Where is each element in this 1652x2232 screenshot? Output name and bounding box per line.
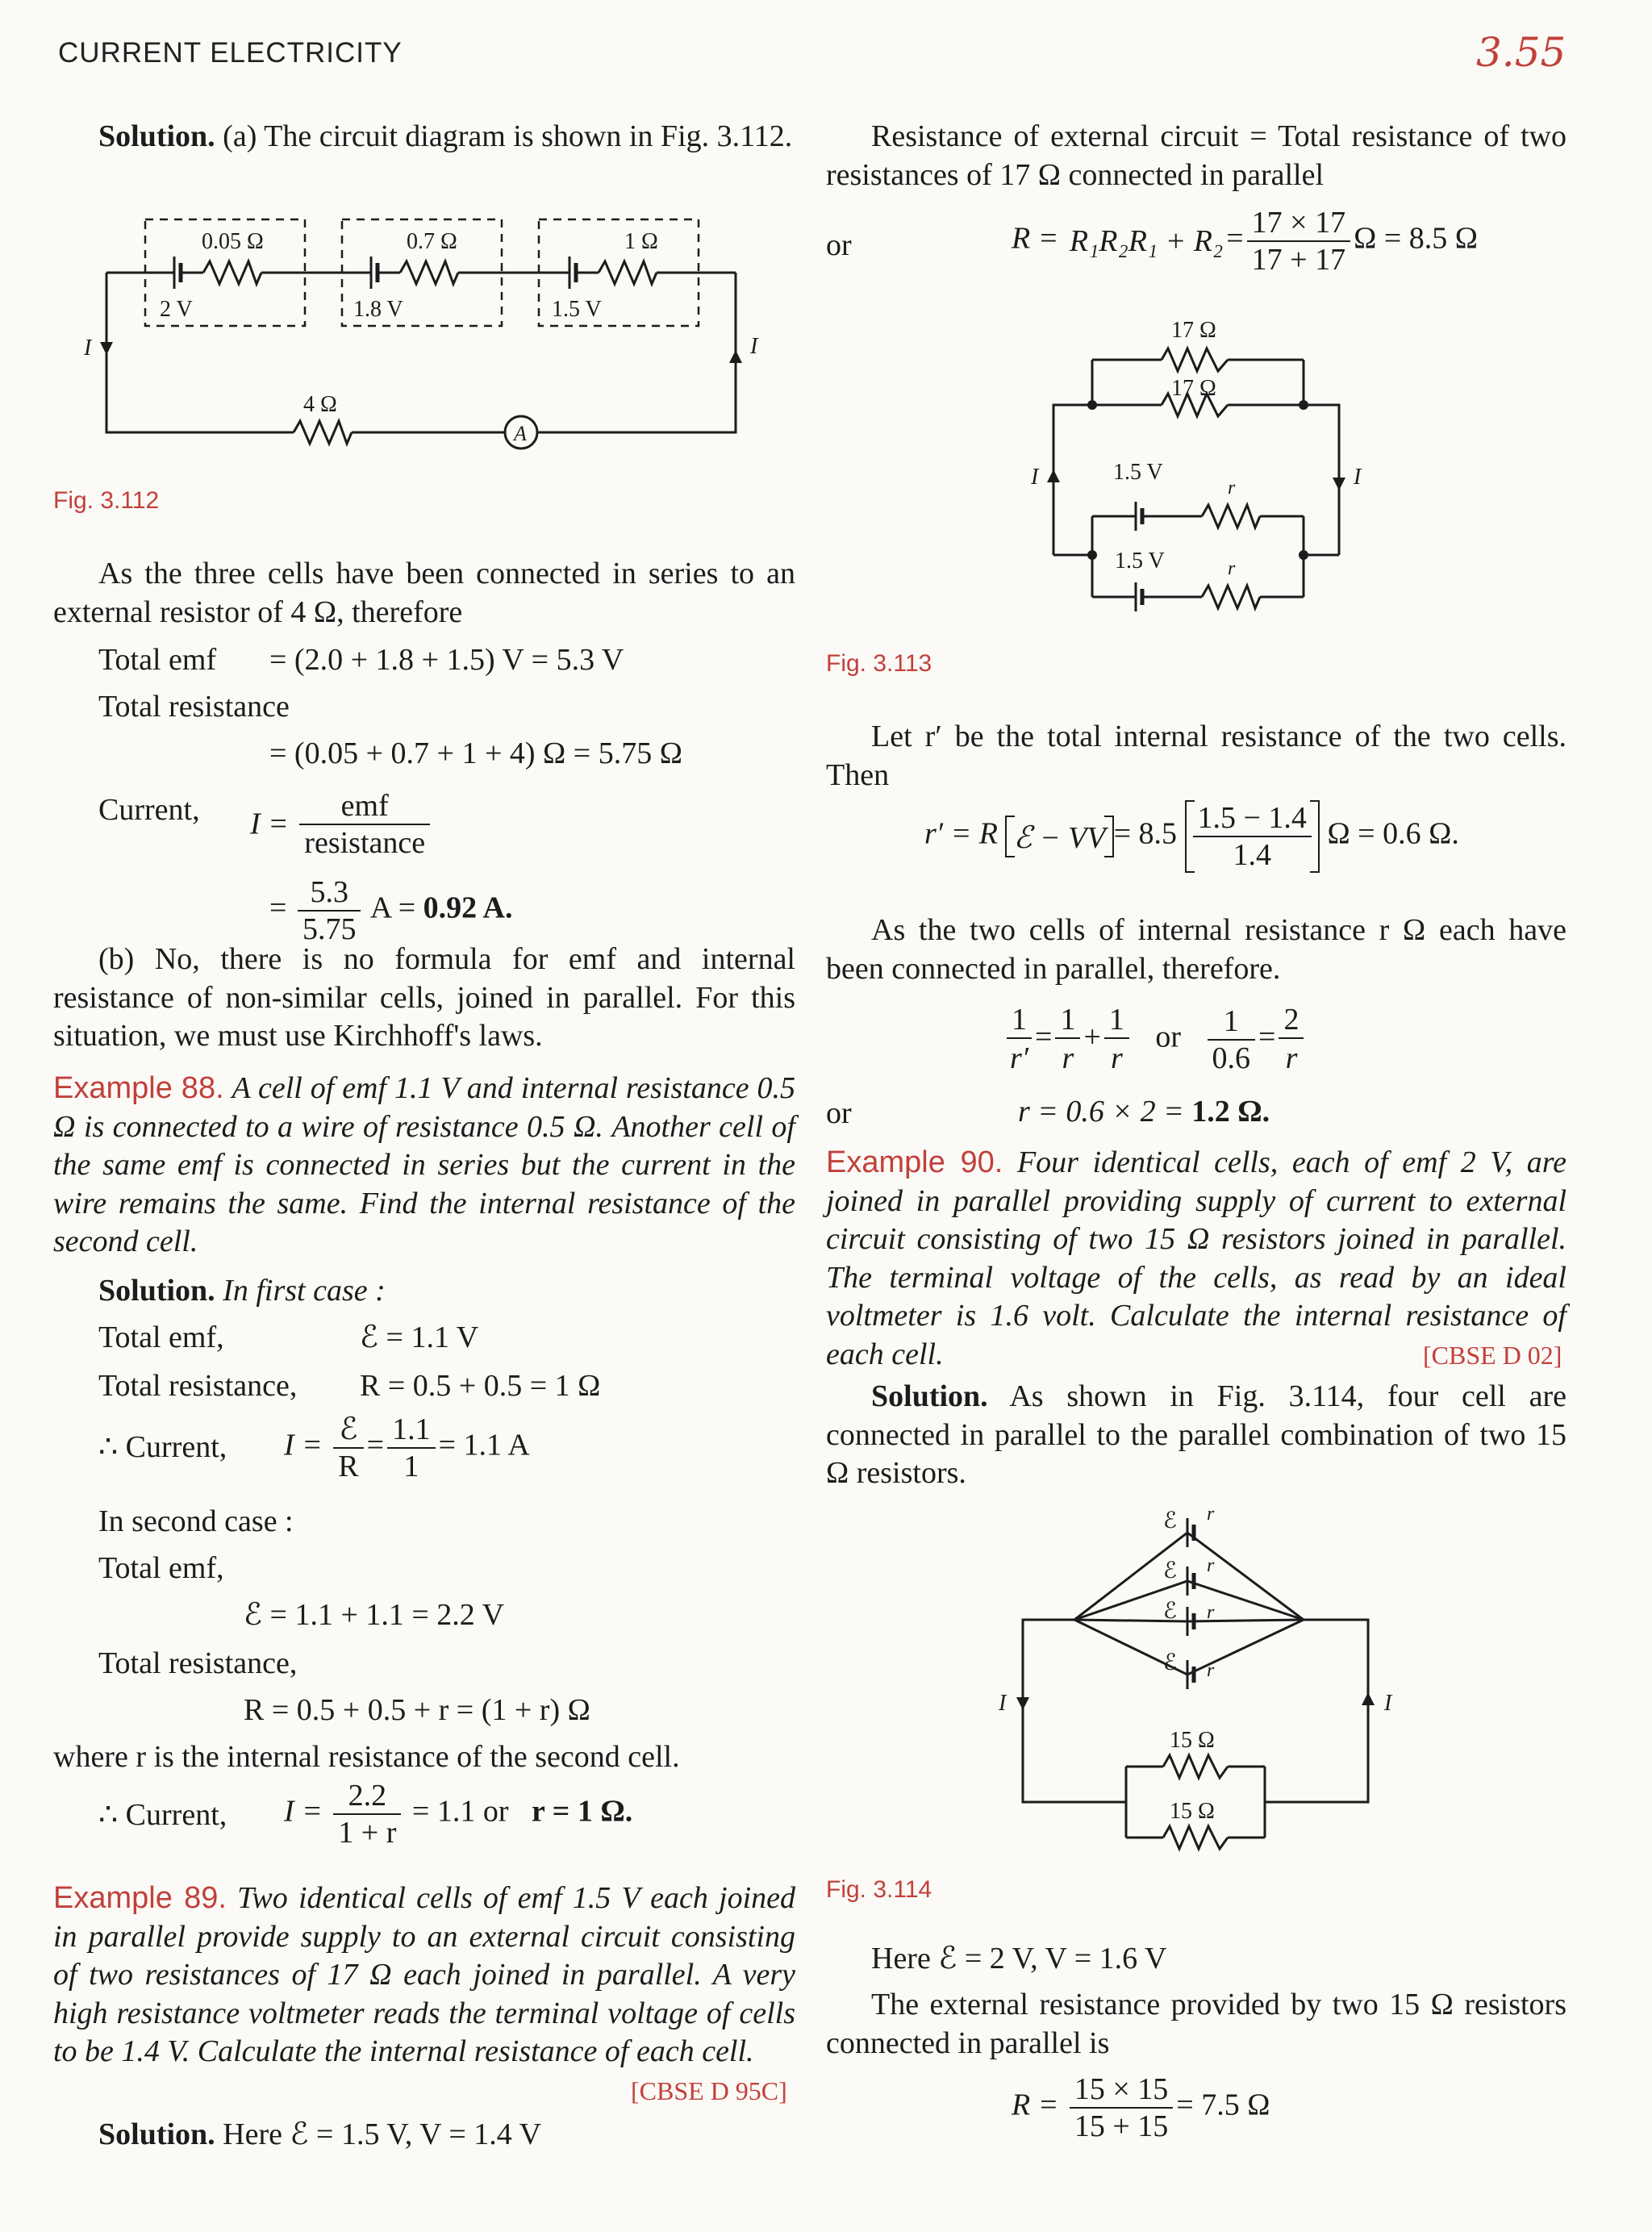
series-paragraph: As the three cells have been connected in series to an external resistor of 4 Ω, therefore [53,557,795,629]
current-label-left: I [999,1691,1007,1716]
current-arrow-up [729,350,742,363]
cell1-emf: 2 V [160,297,193,322]
current-arrow-down [1333,478,1345,490]
second-case-label: In second case : [98,1504,294,1538]
sol88-current2-eq: I = $\frac{2.2}{1 + r}$ = 1.1 or r = 1 Ω. [284,1779,633,1850]
parallel-formula: $\frac{1}{r'}$ = $\frac{1}{r}$ + $\frac{1}{r}$ or $\frac{1}{0.6}$ = $\frac{2}{r}$ [1003,1002,1307,1078]
cell3-resistance: 1 Ω [624,229,658,254]
r-prime-equation: r′ = R ℰ − VV = 8.5 $\frac{1.5 - 1.4}{1.4}$ Ω = 0.6 Ω. [924,801,1459,872]
sol88-current-label: ∴ Current, [98,1430,227,1464]
sol88-total-res2-label: Total resistance, [98,1646,298,1680]
example-90-title: Example 90. [826,1145,1003,1179]
current-label-right: I [1354,465,1362,490]
current-label-left: I [1031,465,1039,490]
current-label-right: I [1384,1691,1392,1716]
external-resistance-paragraph: Resistance of external circuit = Total resistance of two resistances of 17 Ω connected in parallel [826,119,1566,192]
cell1-r: r [1207,1504,1215,1525]
sol88-total-emf-eq: ℰ = 1.1 V [360,1320,479,1354]
cell1-emf: ℰ [1163,1508,1177,1533]
figure-3-112-label: Fig. 3.112 [53,487,160,514]
figure-3-114-circuit [997,1500,1416,1860]
cell2-r: r [1207,1555,1215,1576]
figure-3-112-circuit [65,208,774,466]
current-arrow-up [1362,1692,1375,1705]
total-resistance-label: Total resistance [98,690,290,724]
sol88-total-emf2-eq: ℰ = 1.1 + 1.1 = 2.2 V [244,1598,505,1632]
current-numerator: emf [299,788,430,825]
example-88-text: A cell of emf 1.1 V and internal resistance 0.5 Ω is connected to a wire of resistance 0.5 Ω. Another cell of the same emf is connected in series but the current in the wire remains the same. Find the internal resistance of the second cell. [53,1071,795,1258]
parallel-cells-paragraph: As the two cells of internal resistance r Ω each have been connected in parallel, therefore. [826,913,1566,986]
sol88-total-emf-label: Total emf, [98,1320,224,1354]
current-label-left: I [84,336,92,361]
current-value-equation: = $\frac{5.3}{5.75}$ A = 0.92 A. [269,875,513,946]
sol88-total-res-label: Total resistance, [98,1369,298,1403]
example-89-title: Example 89. [53,1881,227,1915]
cell3-r: r [1207,1602,1215,1623]
cell4-emf: ℰ [1163,1650,1177,1675]
resistor1-label: 17 Ω [1171,318,1216,343]
running-header: CURRENT ELECTRICITY [58,37,403,69]
external-resistance-2-equation: R = $\frac{15 \times 15}{15 + 15}$ = 7.5 Ω [1012,2072,1270,2143]
cell3-emf: 1.5 V [552,297,602,322]
figure-3-113-label: Fig. 3.113 [826,650,932,677]
cell1-resistance: 0.05 Ω [202,229,264,254]
example-90-text: Four identical cells, each of emf 2 V, are joined in parallel providing supply of current to external circuit consisting of two 15 Ω resistors joined in parallel. The terminal voltage of the cells, as read by an ideal voltmeter is 1.6 volt. Calculate the internal resistance of each cell. [826,1145,1567,1371]
sol88-current2-label: ∴ Current, [98,1798,227,1832]
solution-a-text: (a) The circuit diagram is shown in Fig. 3.112. [223,119,793,153]
part-b-paragraph: (b) No, there is no formula for emf and internal resistance of non-similar cells, joined in parallel. For this situation, we must use Kirchhoff's laws. [53,942,795,1053]
current-arrow-down [1016,1697,1029,1710]
total-emf-equation: = (2.0 + 1.8 + 1.5) V = 5.3 V [269,643,624,677]
internal-r2-label: r [1228,558,1236,579]
current-arrow-down [100,342,113,355]
example-89 [53,1879,795,2071]
current-label-right: I [750,334,758,359]
sol88-where: where r is the internal resistance of the second cell. [53,1740,680,1774]
solution-88-heading: Solution. In first case : [98,1274,386,1308]
figure-3-113-circuit [1016,311,1387,634]
total-resistance-equation: = (0.05 + 0.7 + 1 + 4) Ω = 5.75 Ω [269,736,682,770]
example-89-text: Two identical cells of emf 1.5 V each joined in parallel provide supply to an external circuit consisting of two resistances of 17 Ω each joined in parallel. A very high resistance voltmeter reads the terminal voltage of cells to be 1.4 V. Calculate the internal resistance of each cell. [53,1881,796,2068]
current-result: 0.92 A. [423,891,513,925]
example-89-reference: [CBSE D 95C] [631,2076,787,2105]
let-r-prime-paragraph: Let r′ be the total internal resistance of the two cells. Then [826,720,1566,792]
sol88-result: r = 1 Ω. [531,1794,633,1829]
here-values: Here ℰ = 2 V, V = 1.6 V [871,1942,1167,1975]
cell2-resistance: 0.7 Ω [407,229,457,254]
current-equation: I = $\frac{\text{emf}}{\text{resistance}}$ [250,791,433,863]
cell3-emf: ℰ [1163,1599,1177,1624]
current-arrow-up [1047,469,1060,482]
page-number: 3.55 [1476,29,1566,76]
cell2-emf: ℰ [1163,1558,1177,1583]
resistor2-label: 17 Ω [1171,376,1216,401]
current-label: Current, [98,793,200,827]
solution-a-paragraph [53,118,795,156]
sol88-total-res-eq: R = 0.5 + 0.5 = 1 Ω [360,1369,601,1403]
figure-3-114-label: Fig. 3.114 [826,1876,932,1903]
resistor2-label: 15 Ω [1170,1799,1215,1824]
sol88-total-emf2-label: Total emf, [98,1551,224,1585]
solution-90: Solution. As shown in Fig. 3.114, four cell are connected in parallel to the parallel combination of two 15 Ω resistors. [826,1379,1567,1490]
example-88-title: Example 88. [53,1071,224,1105]
example-88 [53,1070,795,1262]
solution-label: Solution. [98,119,215,153]
sol88-total-res2-eq: R = 0.5 + 0.5 + r = (1 + r) Ω [244,1693,590,1727]
resistor1-label: 15 Ω [1170,1728,1215,1753]
external-resistance: 4 Ω [303,392,337,417]
internal-resistance-result: r = 0.6 × 2 = 1.2 Ω. [1018,1095,1270,1129]
or-label-2: or [826,1096,852,1130]
emf1-label: 1.5 V [1113,460,1163,485]
solution-89: Solution. Here ℰ = 1.5 V, V = 1.4 V [98,2117,542,2151]
example-90-reference: [CBSE D 02] [1423,1341,1562,1370]
external-resistance-2-paragraph: The external resistance provided by two 15 Ω resistors connected in parallel is [826,1988,1566,2060]
sol88-current-eq: I = $\frac{\text{ℰ}}{R}$ = $\frac{1.1}{1}$ = 1.1 A [284,1412,530,1483]
cell4-r: r [1207,1660,1215,1681]
parallel-resistance-equation: R = R₁R₂R₁ + R₂ = $\frac{17 \times 17}{17 + 17}$ Ω = 8.5 Ω [1012,206,1479,277]
cell2-emf: 1.8 V [353,297,403,322]
or-label-1: or [826,228,852,262]
internal-r1-label: r [1228,478,1236,499]
ammeter-label: A [514,422,527,445]
total-emf-label: Total emf [98,643,217,677]
current-denominator: resistance [304,826,426,860]
emf2-label: 1.5 V [1115,549,1165,574]
